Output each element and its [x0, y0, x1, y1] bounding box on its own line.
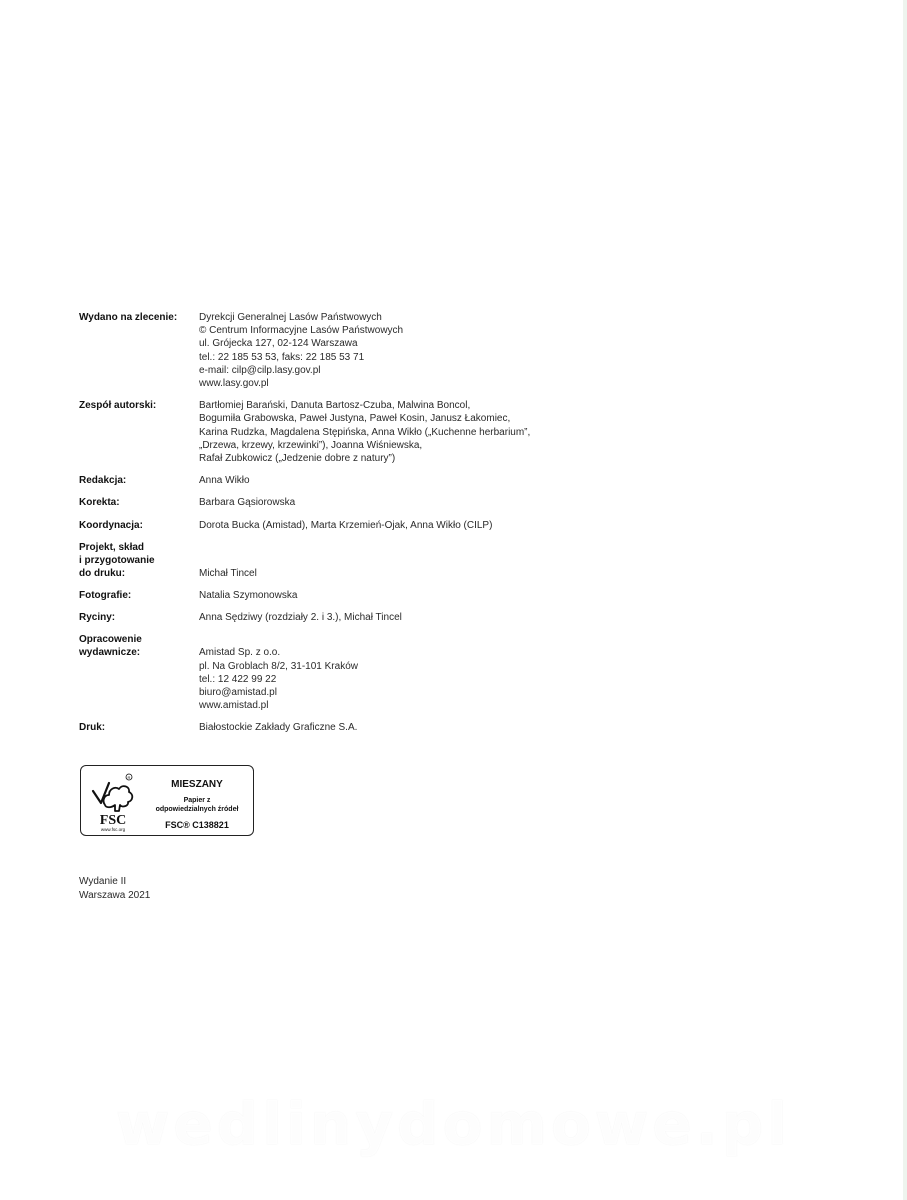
colophon-label	[79, 541, 199, 580]
value-line: tel.: 22 185 53 53, faks: 22 185 53 71	[199, 351, 365, 363]
value-line: Dyrekcji Generalnej Lasów Państwowych	[199, 312, 382, 323]
fsc-code: FSC® C138821	[165, 820, 229, 830]
colophon-label: Koordynacja:	[79, 519, 143, 531]
value-line: Bogumiła Grabowska, Paweł Justyna, Paweł Kosin, Janusz Łakomiec,	[199, 413, 511, 425]
label-line: Projekt, skład	[79, 541, 145, 553]
colophon-row-opracowanie	[79, 633, 639, 712]
colophon-row-projekt	[79, 541, 639, 580]
svg-text:R: R	[127, 775, 131, 780]
colophon-label: Redakcja:	[79, 475, 127, 487]
value-line: Karina Rudzka, Magdalena Stępińska, Anna Wikło („Kuchenne herbarium”,	[199, 426, 531, 438]
page-edge	[903, 0, 907, 1200]
label-line: wydawnicze:	[79, 647, 141, 659]
fsc-desc-line: odpowiedzialnych źródeł	[155, 806, 239, 813]
edition-place-year: Warszawa 2021	[79, 890, 151, 901]
colophon-row-redakcja	[79, 474, 639, 487]
colophon-value: Białostockie Zakłady Graficzne S.A.	[199, 722, 358, 734]
colophon-value: Barbara Gąsiorowska	[199, 497, 296, 509]
colophon-value	[199, 399, 639, 465]
colophon	[79, 311, 639, 744]
colophon-value: Natalia Szymonowska	[199, 590, 298, 602]
colophon-value: Anna Wikło	[199, 475, 250, 487]
email-link[interactable]: e-mail: cilp@cilp.lasy.gov.pl	[199, 364, 321, 376]
colophon-label: Druk:	[79, 722, 106, 734]
fsc-description	[145, 796, 249, 814]
edition-number: Wydanie II	[79, 876, 127, 887]
colophon-row-koordynacja	[79, 519, 639, 532]
fsc-desc-line: Papier z	[183, 797, 211, 804]
colophon-row-ryciny	[79, 611, 639, 624]
colophon-label: Ryciny:	[79, 612, 116, 624]
colophon-row-druk	[79, 721, 639, 734]
colophon-row-zespol	[79, 399, 639, 465]
colophon-value: Michał Tincel	[199, 567, 257, 579]
fsc-title: MIESZANY	[171, 779, 223, 790]
colophon-label: Fotografie:	[79, 590, 132, 602]
value-line: tel.: 12 422 99 22	[199, 673, 277, 685]
colophon-row-korekta	[79, 496, 639, 509]
value-line: Rafał Zubkowicz („Jedzenie dobre z natury”)	[199, 453, 396, 465]
colophon-value: Dorota Bucka (Amistad), Marta Krzemień-Ojak, Anna Wikło (CILP)	[199, 519, 493, 531]
colophon-label: Korekta:	[79, 497, 120, 509]
website-link[interactable]: www.lasy.gov.pl	[199, 378, 269, 390]
label-line: i przygotowanie	[79, 554, 155, 566]
value-line: „Drzewa, krzewy, krzewinki”), Joanna Wiśniewska,	[199, 439, 423, 451]
value-line: Bartłomiej Barański, Danuta Bartosz-Czuba, Malwina Boncol,	[199, 400, 471, 412]
colophon-row-wydano	[79, 311, 639, 390]
colophon-value: Anna Sędziwy (rozdziały 2. i 3.), Michał Tincel	[199, 612, 402, 624]
fsc-label	[80, 765, 254, 836]
email-link[interactable]: biuro@amistad.pl	[199, 687, 277, 699]
fsc-logo-url: www.fsc.org	[100, 827, 126, 832]
colophon-label: Wydano na zlecenie:	[79, 312, 178, 323]
watermark: wedlinydomowe.pl	[115, 1090, 792, 1158]
colophon-row-fotografie	[79, 589, 639, 602]
colophon-label: Zespół autorski:	[79, 400, 157, 412]
colophon-value	[199, 311, 639, 390]
website-link[interactable]: www.amistad.pl	[199, 700, 269, 712]
colophon-value	[199, 633, 639, 712]
label-line: Opracowenie	[79, 634, 142, 646]
value-line: ul. Grójecka 127, 02-124 Warszawa	[199, 338, 358, 350]
value-line: © Centrum Informacyjne Lasów Państwowych	[199, 325, 404, 337]
value-line: Amistad Sp. z o.o.	[199, 647, 281, 659]
label-line: do druku:	[79, 567, 126, 579]
fsc-logo-text: FSC	[99, 813, 127, 828]
edition-info	[79, 875, 150, 903]
colophon-label	[79, 633, 199, 712]
value-line: pl. Na Groblach 8/2, 31-101 Kraków	[199, 660, 358, 672]
fsc-tree-logo-icon	[89, 769, 137, 833]
